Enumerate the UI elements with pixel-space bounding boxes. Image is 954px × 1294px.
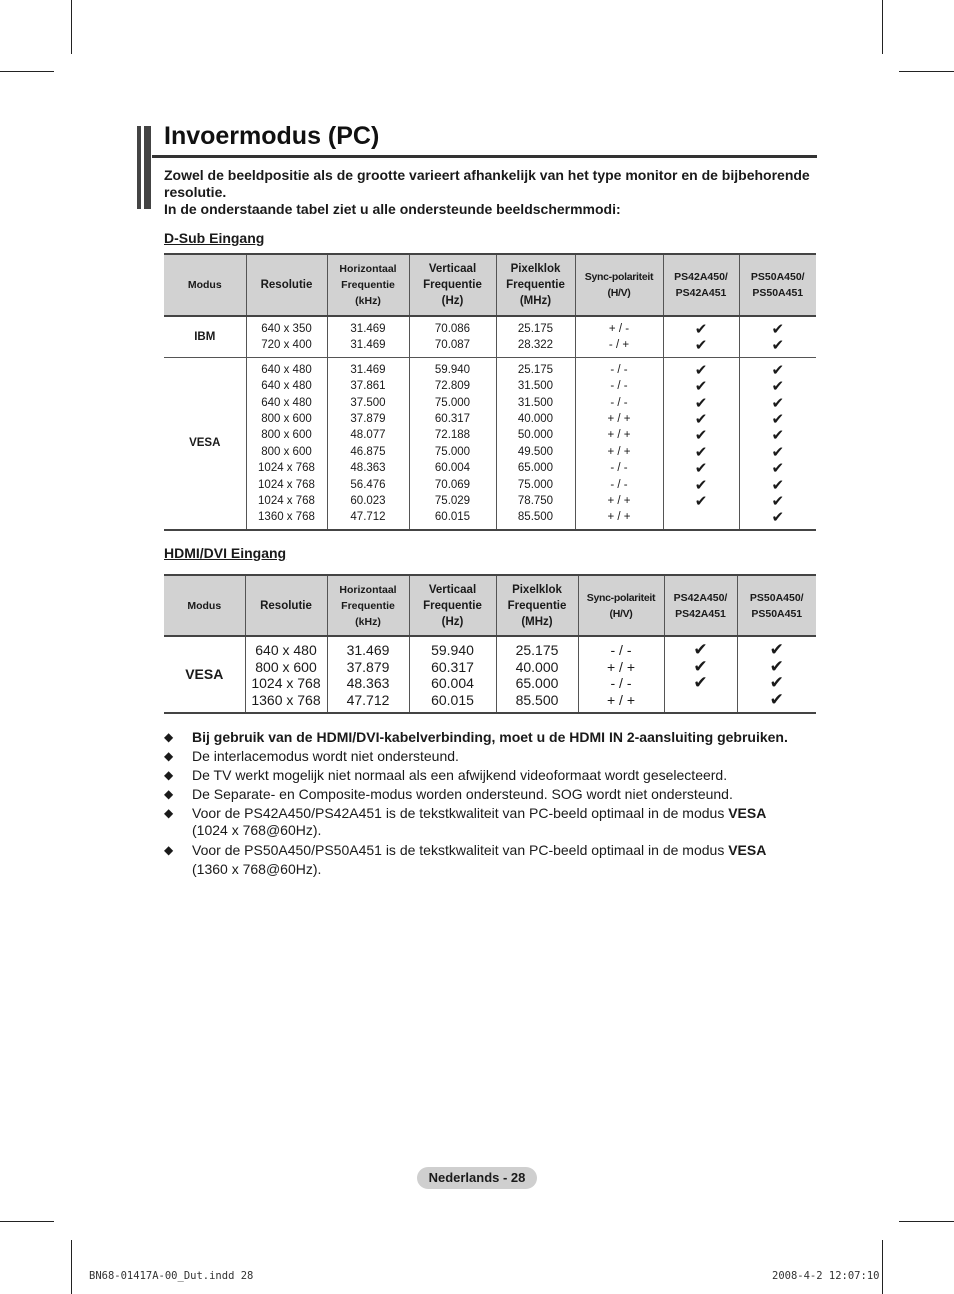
hfreq-value: 47.712 (346, 691, 390, 708)
resolution-value: 800 x 600 (261, 413, 312, 426)
check-mark-icon (665, 692, 737, 709)
diamond-bullet-icon: ◆ (164, 730, 174, 744)
hfreq-cell (327, 357, 409, 530)
mode-cell: VESA (164, 636, 245, 713)
diamond-bullet-icon: ◆ (164, 787, 174, 801)
sync-value: + / + (607, 413, 631, 426)
ps50-support-cell (739, 357, 816, 530)
resolution-value: 1024 x 768 (258, 478, 315, 491)
vfreq-value: 59.940 (434, 363, 471, 376)
check-mark-icon: ✔ (771, 459, 785, 478)
mode-cell: VESA (164, 357, 246, 530)
hfreq-value: 37.879 (350, 413, 386, 426)
check-mark-icon: ✔ (771, 393, 785, 412)
hfreq-value: 37.500 (350, 396, 386, 409)
check-mark-icon: ✔ (771, 377, 785, 396)
resolution-value: 800 x 600 (261, 445, 312, 458)
crop-mark (0, 71, 54, 72)
check-mark-icon: ✔ (694, 442, 708, 461)
intro-line: In de onderstaande tabel ziet u alle ondersteunde beeldschermmodi: (164, 201, 621, 217)
vfreq-value: 72.188 (434, 429, 471, 442)
resolution-cell (245, 636, 327, 713)
note-item (164, 767, 824, 784)
resolution-cell (246, 316, 327, 357)
sync-cell (575, 316, 663, 357)
hfreq-value: 37.879 (346, 658, 390, 675)
print-slug-file: BN68-01417A-00_Dut.indd 28 (89, 1270, 254, 1282)
resolution-value: 1360 x 768 (251, 691, 321, 708)
resolution-value: 640 x 480 (261, 396, 312, 409)
note-item (164, 786, 824, 803)
header-horizontaal: Horizontaal Frequentie (kHz) (327, 575, 409, 636)
dsub-section-label: D-Sub Eingang (164, 230, 265, 246)
vfreq-value: 60.004 (431, 675, 474, 692)
header-horizontaal: Horizontaal Frequentie (kHz) (327, 254, 409, 316)
header-model-50: PS50A450/ PS50A451 (737, 575, 816, 636)
table-header-row (164, 254, 816, 316)
resolution-value: 1024 x 768 (251, 675, 321, 692)
check-mark-icon: ✔ (694, 336, 708, 355)
sync-value: + / + (606, 658, 636, 675)
sync-value: - / - (610, 478, 628, 491)
ps42-support-cell (663, 316, 739, 357)
hfreq-value: 31.469 (346, 642, 390, 658)
header-model-42: PS42A450/ PS42A451 (663, 254, 739, 316)
pixel-value: 31.500 (517, 380, 554, 393)
sync-value: - / + (608, 339, 630, 352)
resolution-value: 640 x 480 (261, 380, 312, 393)
header-pixelklok: Pixelklok Frequentie (MHz) (496, 575, 578, 636)
hfreq-value: 48.363 (350, 462, 386, 475)
hfreq-value: 31.469 (350, 363, 386, 376)
header-model-42: PS42A450/ PS42A451 (664, 575, 737, 636)
crop-mark (882, 1240, 883, 1294)
hfreq-value: 48.077 (350, 429, 386, 442)
check-mark-icon: ✔ (771, 426, 785, 445)
check-mark-icon: ✔ (771, 410, 785, 429)
dsub-modes-table (164, 253, 816, 531)
check-mark-icon: ✔ (694, 320, 708, 338)
pixel-cell (496, 357, 575, 530)
crop-mark (71, 1240, 72, 1294)
resolution-value: 800 x 600 (255, 658, 317, 675)
note-mode: VESA (728, 805, 767, 821)
check-mark-icon: ✔ (769, 656, 784, 677)
sync-value: + / + (607, 445, 631, 458)
table-row (164, 357, 816, 530)
table-row (164, 316, 816, 357)
crop-mark (71, 0, 72, 54)
pixel-value: 49.500 (517, 445, 554, 458)
hfreq-cell (327, 316, 409, 357)
ps42-support-cell (663, 357, 739, 530)
vfreq-value: 75.000 (434, 396, 471, 409)
pixel-value: 50.000 (517, 429, 554, 442)
vfreq-value: 72.809 (434, 380, 471, 393)
note-item (164, 748, 824, 765)
hfreq-value: 31.469 (350, 323, 386, 335)
note-text: Voor de PS42A450/PS42A451 is de tekstkwaliteit van PC-beeld optimaal in de modus (192, 805, 729, 821)
resolution-value: 640 x 350 (261, 323, 312, 335)
intro-text (164, 167, 814, 218)
resolution-value: 640 x 480 (255, 642, 317, 658)
diamond-bullet-icon: ◆ (164, 749, 174, 763)
pixel-cell (496, 316, 575, 357)
vfreq-cell (409, 316, 496, 357)
sync-value: - / - (610, 380, 628, 393)
check-mark-icon (664, 509, 739, 525)
check-mark-icon: ✔ (694, 360, 708, 379)
resolution-value: 640 x 480 (261, 363, 312, 376)
vfreq-value: 60.317 (431, 658, 474, 675)
check-mark-icon: ✔ (693, 656, 708, 677)
check-mark-icon: ✔ (694, 377, 708, 396)
sync-cell (578, 636, 664, 713)
hfreq-value: 47.712 (350, 511, 386, 524)
sync-value: + / - (608, 323, 630, 335)
hfreq-value: 60.023 (350, 495, 386, 508)
pixel-value: 31.500 (517, 396, 554, 409)
check-mark-icon: ✔ (694, 459, 708, 478)
hdmi-section-label: HDMI/DVI Eingang (164, 545, 287, 561)
page-title: Invoermodus (PC) (164, 122, 380, 150)
check-mark-icon: ✔ (771, 360, 785, 379)
note-mode: VESA (728, 842, 767, 858)
intro-line: Zowel de beeldpositie als de grootte varieert afhankelijk van het type monitor en de bijbehorende resolutie. (164, 167, 810, 200)
page-footer: Nederlands - 28 (417, 1167, 537, 1189)
hdmi-modes-table (164, 574, 816, 714)
vfreq-value: 70.086 (434, 323, 471, 335)
pixel-value: 75.000 (517, 478, 554, 491)
pixel-value: 25.175 (517, 323, 554, 335)
sync-value: + / + (607, 511, 631, 524)
check-mark-icon: ✔ (769, 673, 784, 694)
table-header-row (164, 575, 816, 636)
sync-value: - / - (610, 396, 628, 409)
notes-list (164, 729, 824, 881)
note-text: Voor de PS50A450/PS50A451 is de tekstkwaliteit van PC-beeld optimaal in de modus (192, 842, 729, 858)
pixel-value: 25.175 (517, 363, 554, 376)
pixel-value: 40.000 (517, 413, 554, 426)
pixel-value: 25.175 (515, 642, 559, 658)
print-slug-date: 2008-4-2 12:07:10 (772, 1270, 880, 1282)
check-mark-icon: ✔ (694, 492, 708, 511)
check-mark-icon: ✔ (693, 673, 708, 694)
sync-value: - / - (610, 675, 632, 692)
header-sync: Sync-polariteit (H/V) (578, 575, 664, 636)
vfreq-value: 60.015 (434, 511, 471, 524)
ps42-support-cell (664, 636, 737, 713)
pixel-value: 85.500 (515, 691, 559, 708)
hfreq-value: 46.875 (350, 445, 386, 458)
note-text: De TV werkt mogelijk niet normaal als een afwijkend videoformaat wordt geselecteerd. (192, 767, 728, 783)
resolution-value: 800 x 600 (261, 429, 312, 442)
resolution-value: 1024 x 768 (258, 462, 315, 475)
hfreq-value: 48.363 (346, 675, 390, 692)
check-mark-icon: ✔ (771, 442, 785, 461)
crop-mark (0, 1221, 54, 1222)
vfreq-cell (409, 357, 496, 530)
vfreq-value: 75.000 (434, 445, 471, 458)
diamond-bullet-icon: ◆ (164, 806, 174, 820)
diamond-bullet-icon: ◆ (164, 843, 174, 857)
pixel-cell (496, 636, 578, 713)
header-verticaal: Verticaal Frequentie (Hz) (409, 575, 496, 636)
resolution-value: 1024 x 768 (258, 495, 315, 508)
note-text: De interlacemodus wordt niet ondersteund. (192, 748, 459, 764)
header-pixelklok: Pixelklok Frequentie (MHz) (496, 254, 575, 316)
check-mark-icon: ✔ (771, 320, 785, 338)
vfreq-value: 60.317 (434, 413, 471, 426)
vfreq-value: 75.029 (434, 495, 471, 508)
check-mark-icon: ✔ (771, 508, 785, 527)
check-mark-icon: ✔ (771, 475, 785, 494)
check-mark-icon: ✔ (694, 393, 708, 412)
resolution-value: 720 x 400 (261, 339, 312, 352)
check-mark-icon: ✔ (694, 410, 708, 429)
sync-value: + / + (607, 495, 631, 508)
check-mark-icon: ✔ (694, 475, 708, 494)
ps50-support-cell (739, 316, 816, 357)
hfreq-value: 56.476 (350, 478, 386, 491)
pixel-value: 28.322 (517, 339, 554, 352)
sync-value: + / + (606, 691, 636, 708)
vfreq-cell (409, 636, 496, 713)
pixel-value: 40.000 (515, 658, 559, 675)
header-sync: Sync-polariteit (H/V) (575, 254, 663, 316)
vfreq-value: 60.004 (434, 462, 471, 475)
pixel-value: 65.000 (517, 462, 554, 475)
vfreq-value: 70.069 (434, 478, 471, 491)
ps50-support-cell (737, 636, 816, 713)
diamond-bullet-icon: ◆ (164, 768, 174, 782)
crop-mark (899, 71, 954, 72)
note-text: (1360 x 768@60Hz). (192, 861, 322, 877)
sync-cell (575, 357, 663, 530)
pixel-value: 78.750 (517, 495, 554, 508)
sync-value: - / - (610, 462, 628, 475)
vfreq-value: 70.087 (434, 339, 471, 352)
header-modus: Modus (164, 254, 246, 316)
table-row (164, 636, 816, 713)
sync-value: + / + (607, 429, 631, 442)
header-model-50: PS50A450/ PS50A451 (739, 254, 816, 316)
crop-mark (882, 0, 883, 54)
check-mark-icon: ✔ (771, 336, 785, 355)
note-text: Bij gebruik van de HDMI/DVI-kabelverbinding, moet u de HDMI IN 2-aansluiting gebruiken. (192, 729, 788, 745)
check-mark-icon: ✔ (693, 640, 708, 660)
vfreq-value: 59.940 (431, 642, 474, 658)
sync-value: - / - (610, 363, 628, 376)
crop-mark (899, 1221, 954, 1222)
header-modus: Modus (164, 575, 245, 636)
note-item (164, 805, 824, 839)
sync-value: - / - (610, 642, 632, 658)
hfreq-value: 37.861 (350, 380, 386, 393)
resolution-value: 1360 x 768 (258, 511, 315, 524)
mode-cell: IBM (164, 316, 246, 357)
hfreq-cell (327, 636, 409, 713)
vfreq-value: 60.015 (431, 691, 474, 708)
note-text: De Separate- en Composite-modus worden ondersteund. SOG wordt niet ondersteund. (192, 786, 733, 802)
header-resolutie: Resolutie (246, 254, 327, 316)
note-item (164, 729, 824, 746)
check-mark-icon: ✔ (769, 640, 784, 660)
note-item (164, 841, 824, 879)
pixel-value: 65.000 (515, 675, 559, 692)
header-resolutie: Resolutie (245, 575, 327, 636)
title-rule (152, 155, 817, 158)
hfreq-value: 31.469 (350, 339, 386, 352)
check-mark-icon: ✔ (771, 492, 785, 511)
check-mark-icon: ✔ (769, 689, 784, 710)
pixel-value: 85.500 (517, 511, 554, 524)
resolution-cell (246, 357, 327, 530)
header-verticaal: Verticaal Frequentie (Hz) (409, 254, 496, 316)
note-text: (1024 x 768@60Hz). (192, 822, 322, 838)
check-mark-icon: ✔ (694, 426, 708, 445)
